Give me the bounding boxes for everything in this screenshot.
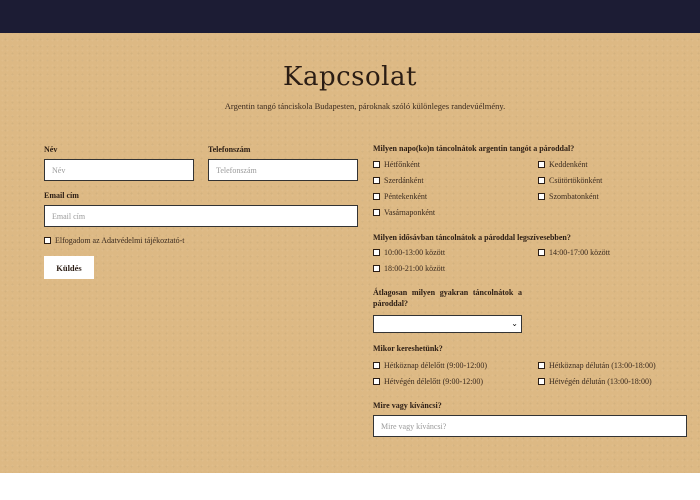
email-input[interactable] bbox=[44, 205, 358, 227]
time-label-afternoon: 14:00-17:00 között bbox=[549, 248, 611, 257]
time-checkbox-evening[interactable] bbox=[373, 265, 380, 272]
contact-checkbox-weekday-afternoon[interactable] bbox=[538, 362, 545, 369]
privacy-checkbox[interactable] bbox=[44, 237, 51, 244]
contact-label-weekday-morning: Hétköznap délelőtt (9:00-12:00) bbox=[384, 361, 488, 370]
days-question: Milyen napo(ko)n táncolnátok argentin tangót a pároddal? bbox=[373, 144, 575, 153]
chevron-down-icon: ⌄ bbox=[511, 319, 518, 328]
name-input[interactable] bbox=[44, 159, 194, 181]
page-footer-strip bbox=[0, 473, 700, 500]
privacy-label: Elfogadom az Adatvédelmi tájékoztató-t bbox=[55, 236, 185, 245]
phone-label: Telefonszám bbox=[208, 145, 251, 154]
wish-input[interactable] bbox=[373, 415, 687, 437]
day-checkbox-friday[interactable] bbox=[373, 193, 380, 200]
name-label: Név bbox=[44, 145, 58, 154]
top-navbar bbox=[0, 0, 700, 33]
frequency-select[interactable] bbox=[373, 315, 522, 333]
day-label-thursday: Csütörtökönként bbox=[549, 176, 603, 185]
time-checkbox-afternoon[interactable] bbox=[538, 249, 545, 256]
submit-button[interactable]: Küldés bbox=[44, 256, 94, 279]
page-title: Kapcsolat bbox=[283, 62, 417, 92]
phone-input[interactable] bbox=[208, 159, 358, 181]
contact-checkbox-weekend-morning[interactable] bbox=[373, 378, 380, 385]
email-label: Email cím bbox=[44, 191, 79, 200]
day-checkbox-wednesday[interactable] bbox=[373, 177, 380, 184]
contact-label-weekend-afternoon: Hétvégén délután (13:00-18:00) bbox=[549, 377, 652, 386]
contact-label-weekend-morning: Hétvégén délelőtt (9:00-12:00) bbox=[384, 377, 484, 386]
time-checkbox-morning[interactable] bbox=[373, 249, 380, 256]
times-question: Milyen idősávban táncolnátok a pároddal legszívesebben? bbox=[373, 233, 571, 242]
frequency-question: Átlagosan milyen gyakran táncolnátok a pároddal? bbox=[373, 288, 522, 308]
day-checkbox-monday[interactable] bbox=[373, 161, 380, 168]
contact-checkbox-weekday-morning[interactable] bbox=[373, 362, 380, 369]
contact-time-question: Mikor kereshetünk? bbox=[373, 344, 443, 353]
wish-question: Mire vagy kíváncsi? bbox=[373, 401, 442, 410]
day-checkbox-saturday[interactable] bbox=[538, 193, 545, 200]
contact-checkbox-weekend-afternoon[interactable] bbox=[538, 378, 545, 385]
day-checkbox-tuesday[interactable] bbox=[538, 161, 545, 168]
time-label-evening: 18:00-21:00 között bbox=[384, 264, 446, 273]
contact-label-weekday-afternoon: Hétköznap délután (13:00-18:00) bbox=[549, 361, 656, 370]
day-label-wednesday: Szerdánként bbox=[384, 176, 424, 185]
day-checkbox-sunday[interactable] bbox=[373, 209, 380, 216]
page-subtitle: Argentin tangó tánciskola Budapesten, pároknak szóló különleges randevúélmény. bbox=[224, 101, 506, 111]
day-checkbox-thursday[interactable] bbox=[538, 177, 545, 184]
day-label-sunday: Vasárnaponként bbox=[384, 208, 436, 217]
time-label-morning: 10:00-13:00 között bbox=[384, 248, 446, 257]
day-label-monday: Hétfőnként bbox=[384, 160, 420, 169]
day-label-friday: Péntekenként bbox=[384, 192, 428, 201]
day-label-saturday: Szombatonként bbox=[549, 192, 599, 201]
day-label-tuesday: Keddenként bbox=[549, 160, 588, 169]
